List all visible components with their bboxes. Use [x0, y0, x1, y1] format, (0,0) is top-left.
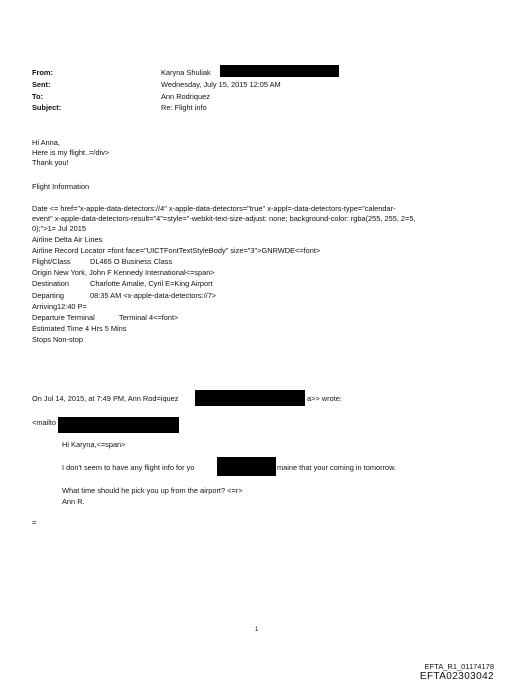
- redaction-bar: [195, 390, 305, 406]
- quoted-line-end: maine that your coming in tomorrow.: [277, 463, 397, 472]
- terminal-value: Terminal 4<=font>: [119, 313, 179, 322]
- to-label: To:: [32, 92, 43, 101]
- quoted-line: What time should he pick you up from the airport? <=r>: [62, 486, 243, 495]
- quoted-intro-end: a>> wrote:: [307, 394, 342, 403]
- airline-line: Airline Delta Air Lines: [32, 235, 103, 244]
- redaction-bar: [220, 65, 339, 77]
- from-label: From:: [32, 68, 53, 77]
- doc-id-large: EFTA02303042: [419, 671, 494, 682]
- sent-label: Sent:: [32, 80, 51, 89]
- subject-value: Re: Flight info: [161, 103, 207, 112]
- doc-id-small: EFTA_R1_01174178: [424, 662, 494, 671]
- terminal-label: Departure Terminal: [32, 313, 95, 322]
- arriving-line: Arriving12:40 P=: [32, 302, 87, 311]
- sent-value: Wednesday, July 15, 2015 12:05 AM: [161, 80, 281, 89]
- to-value: Ann Rodriquez: [161, 92, 210, 101]
- destination-value: Charlotte Amalie, Cyril E=King Airport: [90, 279, 213, 288]
- estimated-time-line: Estimated Time 4 Hrs 5 Mins: [32, 324, 127, 333]
- date-line: Date <= href="x-apple-data-detectors://4" x-apple-data-detectors="true" x-appl=-data-detectors-type="calendar-: [32, 204, 396, 213]
- date-line: event" x-apple-data-detectors-result="4"=style="-webkit-text-size-adjust: none; background-color: rgba(255, 255, 2=5,: [32, 214, 416, 223]
- redaction-bar: [58, 417, 179, 433]
- flight-class-value: DL465 O Business Class: [90, 257, 173, 266]
- quoted-line: I don't seem to have any flight info for yo: [62, 463, 195, 472]
- quoted-signature: Ann R.: [62, 497, 85, 506]
- departing-label: Departing: [32, 291, 65, 300]
- body-line: Here is my flight..=/div>: [32, 148, 110, 157]
- origin-line: Origin New York, John F Kennedy International<=span>: [32, 268, 215, 277]
- destination-label: Destination: [32, 279, 69, 288]
- greeting: Hi Anna,: [32, 138, 60, 147]
- equals-mark: =: [32, 518, 37, 527]
- flight-info-title: Flight Information: [32, 182, 90, 191]
- body-line: Thank you!: [32, 158, 69, 167]
- flight-class-label: Flight/Class: [32, 257, 71, 266]
- page-number: 1: [255, 627, 259, 633]
- quoted-intro: On Jul 14, 2015, at 7:49 PM, Ann Rod=iquez: [32, 394, 179, 403]
- quoted-greeting: Hi Karyna,<=span>: [62, 440, 126, 449]
- departing-value: 08:35 AM <x-apple-data-detectors://7>: [90, 291, 217, 300]
- record-locator-line: Airline Record Locator =font face="UICTFontTextStyleBody" size="3">GNRWDE<=font>: [32, 246, 321, 255]
- mailto-line: <mailto: [32, 418, 57, 427]
- date-line: 0);">1= Jul 2015: [32, 224, 86, 233]
- redaction-bar: [217, 457, 276, 476]
- from-value: Karyna Shuliak: [161, 68, 211, 77]
- subject-label: Subject:: [32, 103, 62, 112]
- stops-line: Stops Non-stop: [32, 335, 83, 344]
